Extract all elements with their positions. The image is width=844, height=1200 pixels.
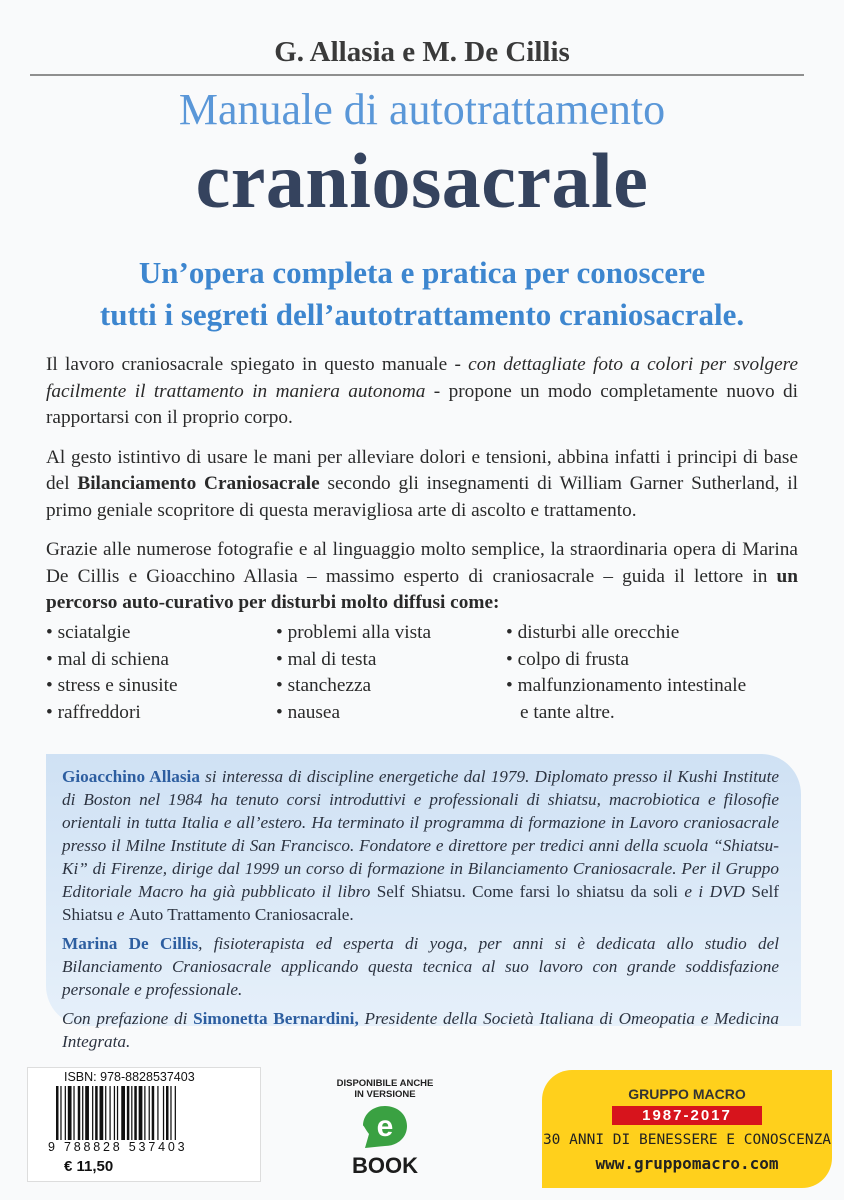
barcode-bar — [175, 1086, 176, 1140]
dvd-reference: Auto Trattamento Craniosacrale. — [128, 905, 354, 924]
barcode-bar — [170, 1086, 171, 1140]
barcode-icon — [56, 1086, 234, 1140]
list-item: • stanchezza — [276, 673, 506, 700]
barcode-bar — [95, 1086, 98, 1140]
barcode-bar — [166, 1086, 169, 1140]
author-bio-box — [46, 754, 801, 1051]
barcode-bar — [134, 1086, 137, 1140]
barcode-bar — [65, 1086, 66, 1140]
ebook-availability-line2: IN VERSIONE — [354, 1089, 416, 1100]
list-item: • colpo di frusta — [506, 647, 804, 674]
barcode-bar — [121, 1086, 125, 1140]
isbn: ISBN: 978-8828537403 — [64, 1070, 195, 1084]
text-span: e — [112, 905, 129, 924]
text-span: Con prefazione di — [62, 1009, 194, 1028]
list-item: • nausea — [276, 700, 506, 727]
description-paragraph-3 — [46, 537, 798, 617]
bio-decillis — [62, 932, 779, 1001]
price: € 11,50 — [64, 1158, 114, 1175]
ebook-availability-line1: DISPONIBILE ANCHE — [336, 1078, 434, 1089]
barcode-bar — [68, 1086, 72, 1140]
barcode-bar — [127, 1086, 130, 1140]
list-item: • disturbi alle orecchie — [506, 620, 804, 647]
text-span: Al gesto istintivo di usare le mani per alleviare dolori e tensioni, abbina infatti i principi di base del — [46, 446, 798, 494]
text-span: e i DVD — [677, 882, 752, 901]
author-name: Marina De Cillis — [62, 934, 199, 953]
conditions-column-3 — [506, 620, 804, 726]
text-bold: Bilanciamento Craniosacrale — [77, 473, 320, 494]
list-item: • raffreddori — [46, 700, 276, 727]
description — [46, 352, 798, 630]
text-span: Il lavoro craniosacrale spiegato in questo manuale - — [46, 354, 469, 375]
list-item-continuation: e tante altre. — [520, 701, 615, 723]
barcode-bar — [105, 1086, 106, 1140]
barcode-bar — [73, 1086, 74, 1140]
bio-preface — [62, 1007, 779, 1053]
barcode-bar — [92, 1086, 93, 1140]
publisher-motto: 30 ANNI DI BENESSERE E CONOSCENZA — [542, 1132, 832, 1148]
preface-author-name: Simonetta Bernardini, — [193, 1009, 359, 1028]
book-reference: Self Shiatsu. Come farsi lo shiatsu da soli — [376, 882, 678, 901]
barcode-bar — [85, 1086, 89, 1140]
tagline-line1: Un’opera completa e pratica per conoscere — [138, 255, 706, 290]
ebook-badge — [330, 1078, 440, 1179]
text-span: - propone un modo completamente nuovo di rapportarsi con il proprio corpo. — [46, 380, 798, 428]
barcode-bar — [109, 1086, 110, 1140]
text-span: , fisioterapista ed esperta di yoga, per anni si è dedicata allo studio del Bilanciamento Craniosacrale applicando questa tecnica al suo lavoro con grande soddisfazione personale e professionale. — [62, 934, 779, 999]
barcode-bar — [117, 1086, 118, 1140]
author-name: Gioacchino Allasia — [62, 767, 200, 786]
text-span: Grazie alle numerose fotografie e al linguaggio molto semplice, la straordinaria opera di Marina De Cillis e Gioacchino Allasia – massimo esperto di craniosacrale – guida il lettore in — [46, 539, 798, 587]
svg-text:e: e — [376, 1110, 394, 1143]
list-item: • mal di testa — [276, 647, 506, 674]
barcode-bar — [114, 1086, 115, 1140]
barcode-bar — [100, 1086, 104, 1140]
text-span: Presidente della Società Italiana di Omeopatia e Medicina Integrata. — [62, 1009, 779, 1051]
divider-rule — [30, 74, 804, 76]
description-paragraph-2 — [46, 445, 798, 525]
text-italic: con dettagliate foto a colori per svolgere facilmente il trattamento in maniera autonoma — [46, 354, 799, 402]
barcode-label — [28, 1068, 260, 1181]
ebook-label: BOOK — [352, 1153, 418, 1178]
text-span: secondo gli insegnamenti di William Garner Sutherland, il primo geniale scopritore di questa meravigliosa arte di ascolto e trattamento. — [46, 473, 798, 521]
authors: G. Allasia e M. De Cillis — [274, 36, 570, 68]
publisher-banner — [542, 1070, 832, 1188]
book-title-line2: craniosacrale — [195, 137, 649, 224]
book-title-line1: Manuale di autotrattamento — [178, 85, 666, 134]
conditions-list — [46, 620, 804, 726]
barcode-bar — [163, 1086, 164, 1140]
barcode-bar — [139, 1086, 143, 1140]
barcode-bar — [144, 1086, 145, 1140]
list-item: • problemi alla vista — [276, 620, 506, 647]
barcode-bar — [152, 1086, 155, 1140]
anniversary-years: 1987-2017 — [612, 1106, 762, 1125]
list-item: • sciatalgie — [46, 620, 276, 647]
list-item: • malfunzionamento intestinale — [506, 673, 804, 700]
barcode-bar — [60, 1086, 61, 1140]
list-item: • mal di schiena — [46, 647, 276, 674]
ebook-icon — [359, 1104, 411, 1150]
barcode-bar — [56, 1086, 59, 1140]
dvd-reference: Self Shiatsu — [62, 882, 779, 924]
barcode-bar — [78, 1086, 81, 1140]
barcode-bar — [131, 1086, 132, 1140]
barcode-bar — [157, 1086, 158, 1140]
text-span: si interessa di discipline energetiche dal 1979. Diplomato presso il Kushi Institute di Boston nel 1984 ha tenuto corsi introduttivi e professionali di shiatsu, macrobiotica e filosofie orientali in tutta Italia e all’estero. Ha terminato il programma di formazione in Lavoro craniosacrale presso il Milne Institute di San Francisco. Fondatore e direttore per tredici anni della scuola “Shiatsu-Ki” di Firenze, dirige dal 1999 un corso di formazione in Bilanciamento Craniosacrale. Per il Gruppo Editoriale Macro ha già pubblicato il libro — [62, 767, 779, 901]
text-bold: un percorso auto-curativo per disturbi molto diffusi come: — [46, 565, 798, 613]
barcode-bar — [82, 1086, 83, 1140]
publisher-url: www.gruppomacro.com — [595, 1154, 779, 1173]
description-paragraph-1 — [46, 352, 798, 432]
publisher-name: GRUPPO MACRO — [628, 1086, 746, 1102]
barcode-bar — [149, 1086, 150, 1140]
list-item: • stress e sinusite — [46, 673, 276, 700]
bio-allasia — [62, 765, 779, 926]
conditions-column-1 — [46, 620, 276, 726]
ean-digits: 9 788828 537403 — [48, 1140, 188, 1154]
tagline-line2: tutti i segreti dell’autotrattamento craniosacrale. — [99, 297, 745, 332]
conditions-column-2 — [276, 620, 506, 726]
tagline — [0, 252, 844, 336]
